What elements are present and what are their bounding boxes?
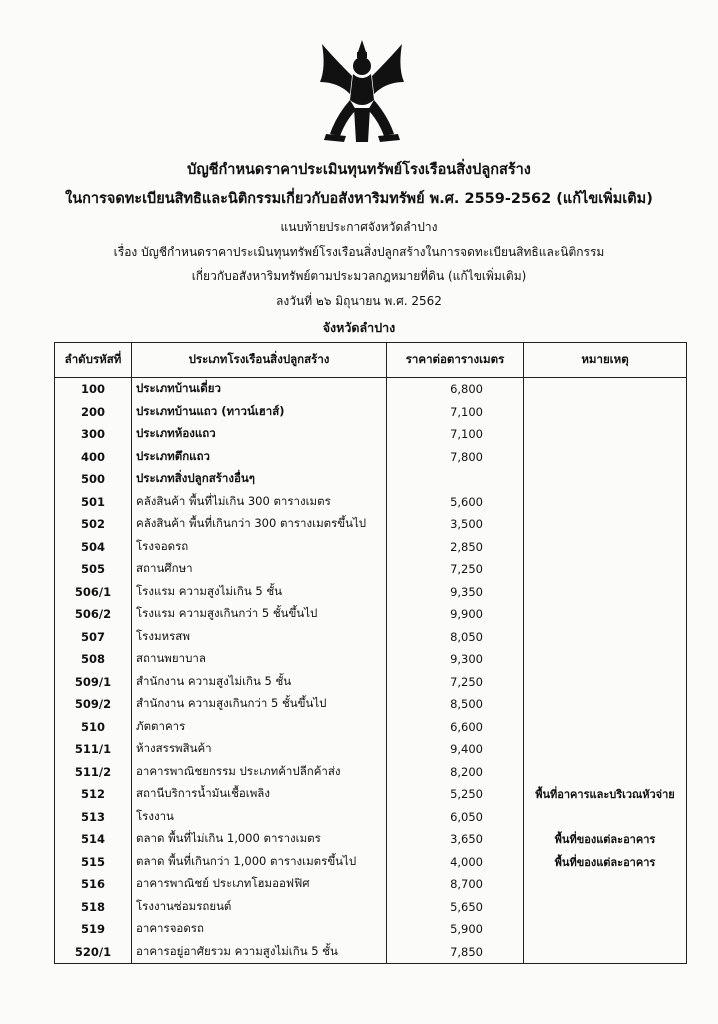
cell-type: สำนักงาน ความสูงเกินกว่า 5 ชั้นขึ้นไป	[132, 693, 387, 716]
cell-price: 8,050	[387, 626, 524, 649]
table-row	[55, 693, 687, 716]
cell-code: 509/2	[55, 693, 132, 716]
cell-code: 500	[55, 468, 132, 491]
cell-price: 8,700	[387, 873, 524, 896]
cell-type: สำนักงาน ความสูงไม่เกิน 5 ชั้น	[132, 671, 387, 694]
cell-price: 8,500	[387, 693, 524, 716]
cell-price: 6,050	[387, 806, 524, 829]
table-row	[55, 603, 687, 626]
cell-price: 9,400	[387, 738, 524, 761]
table-row	[55, 626, 687, 649]
table-row	[55, 648, 687, 671]
cell-type: อาคารพาณิชย์ ประเภทโฮมออฟฟิศ	[132, 873, 387, 896]
table-row	[55, 468, 687, 491]
cell-type: ตลาด พื้นที่เกินกว่า 1,000 ตารางเมตรขึ้นไป	[132, 851, 387, 874]
subject-line: เรื่อง บัญชีกำหนดราคาประเมินทุนทรัพย์โรงเรือนสิ่งปลูกสร้างในการจดทะเบียนสิทธิและนิติกรรม	[113, 245, 605, 259]
cell-code: 511/1	[55, 738, 132, 761]
cell-price: 7,250	[387, 558, 524, 581]
table-row	[55, 783, 687, 806]
cell-note	[524, 648, 687, 671]
cell-code: 513	[55, 806, 132, 829]
cell-code: 100	[55, 378, 132, 401]
cell-type: โรงมหรสพ	[132, 626, 387, 649]
cell-type: ตลาด พื้นที่ไม่เกิน 1,000 ตารางเมตร	[132, 828, 387, 851]
cell-code: 502	[55, 513, 132, 536]
annex-line: แนบท้ายประกาศจังหวัดลำปาง	[280, 220, 438, 234]
header-price: ราคาต่อตารางเมตร	[387, 343, 524, 378]
cell-price: 3,650	[387, 828, 524, 851]
cell-code: 400	[55, 446, 132, 469]
table-row	[55, 761, 687, 784]
table-row	[55, 378, 687, 401]
cell-price: 6,600	[387, 716, 524, 739]
table-row	[55, 446, 687, 469]
cell-type: สถานีบริการน้ำมันเชื้อเพลิง	[132, 783, 387, 806]
cell-price: 5,600	[387, 491, 524, 514]
cell-note	[524, 468, 687, 491]
cell-note	[524, 761, 687, 784]
table-row	[55, 671, 687, 694]
cell-price: 7,850	[387, 941, 524, 964]
cell-price: 5,900	[387, 918, 524, 941]
header-code: ลำดับรหัสที่	[55, 343, 132, 378]
cell-type: คลังสินค้า พื้นที่ไม่เกิน 300 ตารางเมตร	[132, 491, 387, 514]
cell-type: ประเภทตึกแถว	[132, 446, 387, 469]
table-row	[55, 873, 687, 896]
table-row	[55, 851, 687, 874]
cell-code: 515	[55, 851, 132, 874]
table-row	[55, 828, 687, 851]
cell-price: 7,100	[387, 423, 524, 446]
cell-code: 505	[55, 558, 132, 581]
table-row	[55, 716, 687, 739]
cell-code: 519	[55, 918, 132, 941]
table-row	[55, 558, 687, 581]
cell-type: ภัตตาคาร	[132, 716, 387, 739]
cell-type: โรงจอดรถ	[132, 536, 387, 559]
cell-note	[524, 581, 687, 604]
document-title-line2: ในการจดทะเบียนสิทธิและนิติกรรมเกี่ยวกับอสังหาริมทรัพย์ พ.ศ. 2559-2562 (แก้ไขเพิ่มเติม)	[65, 191, 653, 207]
cell-type: ประเภทบ้านแถว (ทาวน์เฮาส์)	[132, 401, 387, 424]
cell-price: 7,800	[387, 446, 524, 469]
table-row	[55, 491, 687, 514]
cell-note: พื้นที่ของแต่ละอาคาร	[524, 828, 687, 851]
cell-code: 508	[55, 648, 132, 671]
cell-type: อาคารจอดรถ	[132, 918, 387, 941]
cell-price: 7,100	[387, 401, 524, 424]
cell-note	[524, 378, 687, 401]
cell-note	[524, 513, 687, 536]
cell-note	[524, 941, 687, 964]
header-type: ประเภทโรงเรือนสิ่งปลูกสร้าง	[132, 343, 387, 378]
cell-type: อาคารอยู่อาศัยรวม ความสูงไม่เกิน 5 ชั้น	[132, 941, 387, 964]
cell-code: 509/1	[55, 671, 132, 694]
cell-price: 7,250	[387, 671, 524, 694]
table-row	[55, 401, 687, 424]
cell-note	[524, 716, 687, 739]
cell-note	[524, 873, 687, 896]
cell-code: 511/2	[55, 761, 132, 784]
table-row	[55, 513, 687, 536]
cell-note	[524, 446, 687, 469]
cell-note	[524, 918, 687, 941]
cell-type: โรงแรม ความสูงไม่เกิน 5 ชั้น	[132, 581, 387, 604]
cell-code: 506/2	[55, 603, 132, 626]
cell-type: ประเภทสิ่งปลูกสร้างอื่นๆ	[132, 468, 387, 491]
valuation-table	[54, 342, 687, 964]
table-header-row	[55, 343, 687, 378]
cell-note	[524, 626, 687, 649]
cell-code: 504	[55, 536, 132, 559]
cell-note	[524, 491, 687, 514]
table-row	[55, 806, 687, 829]
table-row	[55, 896, 687, 919]
table-row	[55, 918, 687, 941]
cell-price: 9,300	[387, 648, 524, 671]
cell-code: 510	[55, 716, 132, 739]
date-line: ลงวันที่ ๒๖ มิถุนายน พ.ศ. 2562	[276, 294, 442, 308]
cell-note	[524, 558, 687, 581]
cell-note: พื้นที่อาคารและบริเวณหัวจ่าย	[524, 783, 687, 806]
table-row	[55, 536, 687, 559]
cell-note	[524, 671, 687, 694]
cell-code: 516	[55, 873, 132, 896]
cell-price: 4,000	[387, 851, 524, 874]
cell-type: ประเภทห้องแถว	[132, 423, 387, 446]
cell-type: โรงงานซ่อมรถยนต์	[132, 896, 387, 919]
header-note: หมายเหตุ	[524, 343, 687, 378]
table-row	[55, 423, 687, 446]
table-row	[55, 941, 687, 964]
cell-price: 3,500	[387, 513, 524, 536]
document-title: บัญชีกำหนดราคาประเมินทุนทรัพย์โรงเรือนสิ่งปลูกสร้าง	[187, 162, 531, 178]
cell-code: 512	[55, 783, 132, 806]
cell-note	[524, 896, 687, 919]
province-heading: จังหวัดลำปาง	[322, 320, 396, 335]
cell-type: อาคารพาณิชยกรรม ประเภทค้าปลีกค้าส่ง	[132, 761, 387, 784]
table-row	[55, 738, 687, 761]
cell-code: 501	[55, 491, 132, 514]
cell-note	[524, 603, 687, 626]
cell-price: 2,850	[387, 536, 524, 559]
cell-price: 5,250	[387, 783, 524, 806]
cell-price	[387, 468, 524, 491]
cell-code: 200	[55, 401, 132, 424]
subject-line-2: เกี่ยวกับอสังหาริมทรัพย์ตามประมวลกฎหมายที่ดิน (แก้ไขเพิ่มเติม)	[191, 269, 527, 283]
cell-note: พื้นที่ของแต่ละอาคาร	[524, 851, 687, 874]
cell-note	[524, 693, 687, 716]
cell-note	[524, 536, 687, 559]
cell-code: 518	[55, 896, 132, 919]
cell-code: 514	[55, 828, 132, 851]
cell-type: โรงแรม ความสูงเกินกว่า 5 ชั้นขึ้นไป	[132, 603, 387, 626]
cell-note	[524, 806, 687, 829]
cell-type: ห้างสรรพสินค้า	[132, 738, 387, 761]
cell-type: สถานพยาบาล	[132, 648, 387, 671]
cell-type: คลังสินค้า พื้นที่เกินกว่า 300 ตารางเมตรขึ้นไป	[132, 513, 387, 536]
cell-code: 520/1	[55, 941, 132, 964]
cell-price: 6,800	[387, 378, 524, 401]
cell-type: สถานศึกษา	[132, 558, 387, 581]
cell-note	[524, 401, 687, 424]
garuda-emblem-icon	[316, 38, 408, 148]
cell-code: 506/1	[55, 581, 132, 604]
cell-type: ประเภทบ้านเดี่ยว	[132, 378, 387, 401]
cell-code: 507	[55, 626, 132, 649]
cell-note	[524, 738, 687, 761]
cell-price: 8,200	[387, 761, 524, 784]
cell-price: 9,900	[387, 603, 524, 626]
table-row	[55, 581, 687, 604]
cell-code: 300	[55, 423, 132, 446]
cell-price: 5,650	[387, 896, 524, 919]
cell-price: 9,350	[387, 581, 524, 604]
cell-note	[524, 423, 687, 446]
cell-type: โรงงาน	[132, 806, 387, 829]
